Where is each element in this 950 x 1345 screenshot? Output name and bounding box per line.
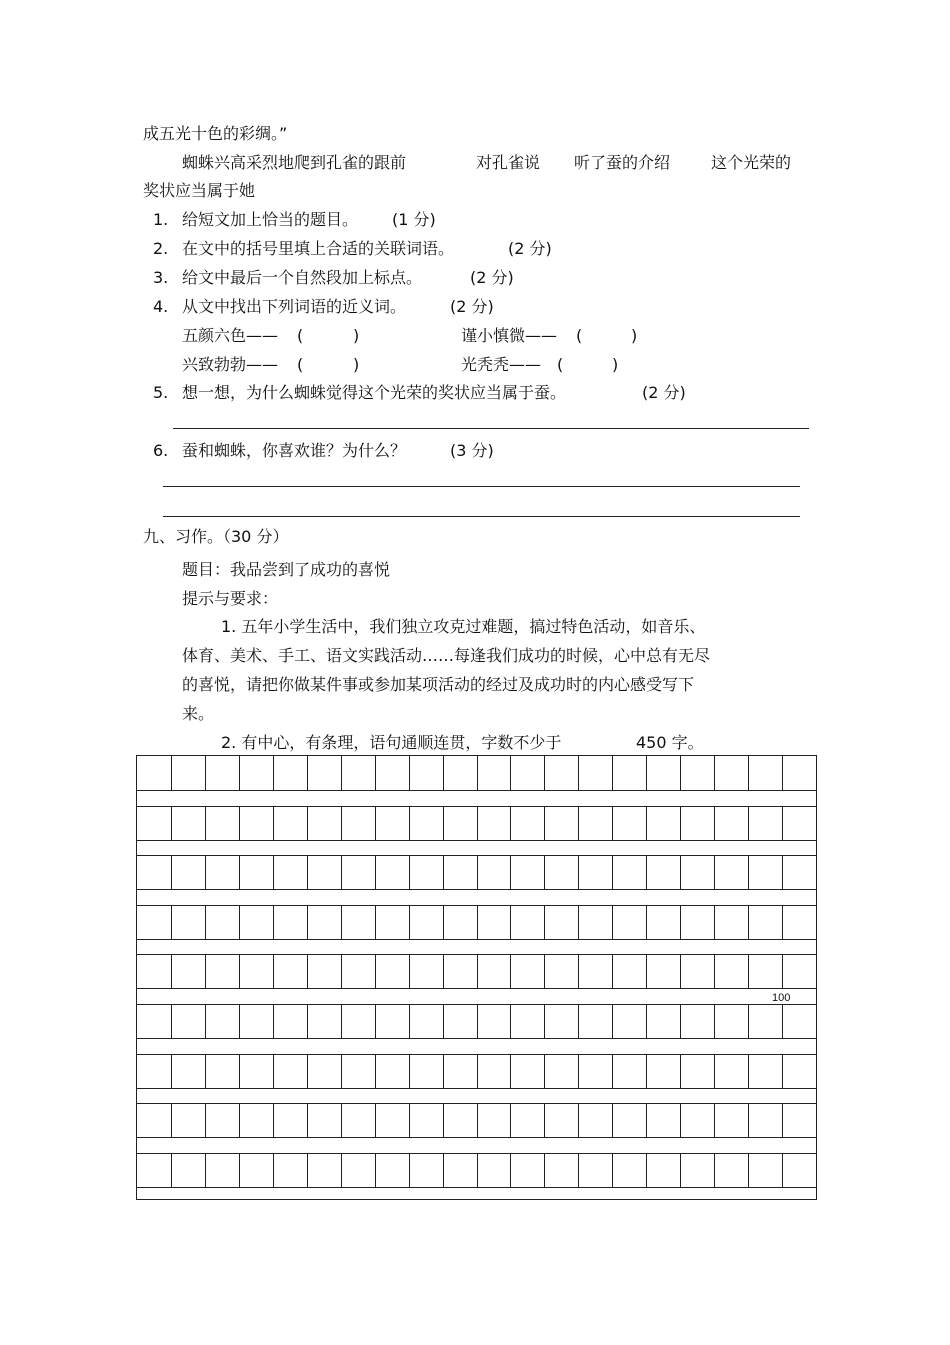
grid-cell-divider — [510, 954, 511, 988]
grid-cell-divider — [578, 756, 579, 790]
grid-cell-divider — [477, 1103, 478, 1137]
grid-cell-divider — [273, 1054, 274, 1088]
grid-cell-divider — [510, 1153, 511, 1187]
grid-cell-divider — [477, 1054, 478, 1088]
grid-cell-divider — [273, 1103, 274, 1137]
synonym-1-open: ( — [297, 326, 304, 345]
grid-cell-divider — [205, 855, 206, 889]
grid-cell-divider — [680, 1054, 681, 1088]
grid-cell-divider — [782, 1054, 783, 1088]
grid-cell-divider — [273, 954, 274, 988]
grid-cell-divider — [782, 1004, 783, 1038]
essay-hint-label: 提示与要求： — [182, 589, 279, 608]
question-6-score: (3 分) — [450, 441, 494, 460]
grid-cell-divider — [239, 954, 240, 988]
grid-cell-divider — [782, 756, 783, 790]
grid-cell-divider — [375, 1103, 376, 1137]
grid-cell-divider — [646, 806, 647, 840]
grid-cell-divider — [409, 1153, 410, 1187]
grid-cell-divider — [443, 806, 444, 840]
synonym-4-open: ( — [557, 355, 564, 374]
grid-cell-divider — [714, 756, 715, 790]
grid-cell-divider — [680, 1103, 681, 1137]
grid-cell-divider — [544, 855, 545, 889]
grid-cell-divider — [646, 954, 647, 988]
grid-cell-divider — [612, 1153, 613, 1187]
grid-cell-divider — [205, 1153, 206, 1187]
grid-cell-divider — [680, 905, 681, 939]
grid-cell-divider — [239, 905, 240, 939]
synonym-1-word: 五颜六色—— — [182, 326, 279, 345]
grid-cell-divider — [782, 806, 783, 840]
synonym-1-close: ) — [353, 326, 360, 345]
grid-row-bottom-line — [137, 1187, 816, 1188]
grid-row-bottom-line — [137, 840, 816, 841]
grid-cell-divider — [714, 855, 715, 889]
grid-cell-divider — [782, 855, 783, 889]
grid-cell-divider — [205, 1004, 206, 1038]
essay-requirement-1-line-3: 的喜悦，请把你做某件事或参加某项活动的经过及成功时的内心感受写下 — [182, 675, 695, 694]
grid-cell-divider — [443, 756, 444, 790]
grid-row-bottom-line — [137, 1137, 816, 1138]
grid-cell-divider — [748, 1103, 749, 1137]
grid-cell-divider — [680, 1004, 681, 1038]
question-2-score: (2 分) — [508, 239, 552, 258]
grid-cell-divider — [171, 954, 172, 988]
grid-cell-divider — [409, 1103, 410, 1137]
grid-cell-divider — [748, 954, 749, 988]
question-5-text: 想一想，为什么蜘蛛觉得这个光荣的奖状应当属于蚕。 — [182, 383, 567, 402]
grid-cell-divider — [341, 756, 342, 790]
grid-cell-divider — [578, 806, 579, 840]
grid-cell-divider — [477, 954, 478, 988]
grid-cell-divider — [748, 1054, 749, 1088]
grid-cell-divider — [443, 954, 444, 988]
grid-cell-divider — [782, 905, 783, 939]
grid-row-bottom-line — [137, 1088, 816, 1089]
essay-requirement-1-line-2: 体育、美术、手工、语文实践活动……每逢我们成功的时候，心中总有无尽 — [182, 646, 711, 665]
grid-cell-divider — [409, 954, 410, 988]
question-6-text: 蚕和蜘蛛，你喜欢谁？为什么？ — [182, 441, 407, 460]
grid-cell-divider — [510, 905, 511, 939]
synonym-3-word: 兴致勃勃—— — [182, 355, 279, 374]
grid-cell-divider — [205, 1103, 206, 1137]
grid-cell-divider — [375, 855, 376, 889]
question-1-score: (1 分) — [392, 210, 436, 229]
grid-cell-divider — [680, 1153, 681, 1187]
grid-cell-divider — [443, 1054, 444, 1088]
grid-cell-divider — [341, 806, 342, 840]
grid-cell-divider — [205, 954, 206, 988]
grid-cell-divider — [307, 756, 308, 790]
grid-cell-divider — [782, 1103, 783, 1137]
grid-cell-divider — [171, 855, 172, 889]
grid-cell-divider — [477, 1153, 478, 1187]
grid-cell-divider — [239, 756, 240, 790]
passage-line-2d: 这个光荣的 — [711, 153, 792, 172]
grid-cell-divider — [714, 806, 715, 840]
question-1-text: 给短文加上恰当的题目。 — [182, 210, 359, 229]
essay-requirement-1-line-1: 1. 五年小学生活中，我们独立攻克过难题，搞过特色活动，如音乐、 — [221, 617, 706, 636]
grid-cell-divider — [680, 855, 681, 889]
grid-cell-divider — [544, 806, 545, 840]
word-count-mark: 100 — [772, 992, 791, 1004]
grid-cell-divider — [375, 756, 376, 790]
grid-cell-divider — [748, 1004, 749, 1038]
grid-cell-divider — [646, 1103, 647, 1137]
grid-cell-divider — [273, 806, 274, 840]
grid-cell-divider — [375, 905, 376, 939]
grid-cell-divider — [307, 855, 308, 889]
grid-cell-divider — [714, 954, 715, 988]
grid-cell-divider — [443, 1004, 444, 1038]
grid-cell-divider — [443, 905, 444, 939]
grid-row-bottom-line — [137, 889, 816, 890]
grid-cell-divider — [341, 855, 342, 889]
grid-row-bottom-line — [137, 1038, 816, 1039]
grid-cell-divider — [680, 756, 681, 790]
grid-cell-divider — [273, 1004, 274, 1038]
grid-cell-divider — [239, 1054, 240, 1088]
grid-cell-divider — [409, 855, 410, 889]
grid-cell-divider — [748, 855, 749, 889]
grid-cell-divider — [612, 855, 613, 889]
grid-cell-divider — [477, 905, 478, 939]
grid-cell-divider — [477, 1004, 478, 1038]
grid-cell-divider — [477, 855, 478, 889]
grid-cell-divider — [171, 1153, 172, 1187]
synonym-2-close: ) — [631, 326, 638, 345]
grid-cell-divider — [477, 756, 478, 790]
passage-line-2c: 听了蚕的介绍 — [574, 153, 671, 172]
essay-requirement-2a: 2. 有中心，有条理，语句通顺连贯，字数不少于 — [221, 733, 562, 752]
essay-title: 题目：我品尝到了成功的喜悦 — [182, 560, 391, 579]
grid-cell-divider — [307, 1004, 308, 1038]
synonym-4-close: ) — [612, 355, 619, 374]
question-3-score: (2 分) — [470, 268, 514, 287]
grid-cell-divider — [307, 1054, 308, 1088]
grid-cell-divider — [307, 905, 308, 939]
grid-cell-divider — [714, 905, 715, 939]
passage-line-1: 成五光十色的彩绸。” — [143, 124, 288, 143]
grid-cell-divider — [714, 1054, 715, 1088]
grid-cell-divider — [782, 954, 783, 988]
grid-cell-divider — [239, 806, 240, 840]
question-4-text: 从文中找出下列词语的近义词。 — [182, 297, 407, 316]
grid-cell-divider — [578, 1103, 579, 1137]
grid-cell-divider — [205, 806, 206, 840]
passage-line-2a: 蜘蛛兴高采烈地爬到孔雀的跟前 — [182, 153, 407, 172]
grid-cell-divider — [612, 1004, 613, 1038]
grid-cell-divider — [544, 1103, 545, 1137]
synonym-2-word: 谨小慎微—— — [461, 326, 558, 345]
grid-cell-divider — [171, 1004, 172, 1038]
grid-cell-divider — [510, 855, 511, 889]
question-4-number: 4. — [153, 297, 169, 316]
grid-cell-divider — [612, 806, 613, 840]
grid-cell-divider — [443, 1103, 444, 1137]
essay-requirement-2b: 450 字。 — [636, 733, 704, 752]
grid-cell-divider — [205, 1054, 206, 1088]
grid-cell-divider — [239, 855, 240, 889]
question-3-text: 给文中最后一个自然段加上标点。 — [182, 268, 423, 287]
grid-cell-divider — [578, 1004, 579, 1038]
question-3-number: 3. — [153, 268, 169, 287]
grid-cell-divider — [307, 1103, 308, 1137]
grid-cell-divider — [544, 905, 545, 939]
grid-cell-divider — [510, 1004, 511, 1038]
grid-cell-divider — [341, 905, 342, 939]
grid-cell-divider — [375, 1054, 376, 1088]
grid-cell-divider — [375, 806, 376, 840]
grid-cell-divider — [307, 1153, 308, 1187]
question-1-number: 1. — [153, 210, 169, 229]
grid-cell-divider — [273, 1153, 274, 1187]
grid-cell-divider — [510, 806, 511, 840]
grid-cell-divider — [646, 1054, 647, 1088]
grid-cell-divider — [612, 905, 613, 939]
grid-cell-divider — [612, 1054, 613, 1088]
grid-cell-divider — [510, 756, 511, 790]
grid-cell-divider — [443, 855, 444, 889]
grid-cell-divider — [612, 1103, 613, 1137]
grid-cell-divider — [409, 1004, 410, 1038]
grid-cell-divider — [239, 1153, 240, 1187]
grid-cell-divider — [341, 1054, 342, 1088]
question-5-score: (2 分) — [642, 383, 686, 402]
grid-cell-divider — [205, 905, 206, 939]
grid-cell-divider — [409, 905, 410, 939]
question-5-number: 5. — [153, 383, 169, 402]
grid-cell-divider — [375, 1004, 376, 1038]
grid-cell-divider — [341, 1004, 342, 1038]
grid-cell-divider — [544, 1153, 545, 1187]
passage-line-2b: 对孔雀说 — [476, 153, 541, 172]
grid-cell-divider — [171, 806, 172, 840]
synonym-3-close: ) — [353, 355, 360, 374]
grid-cell-divider — [239, 1103, 240, 1137]
grid-cell-divider — [341, 954, 342, 988]
answer-line-q6-1[interactable] — [163, 486, 800, 487]
grid-cell-divider — [578, 1153, 579, 1187]
grid-cell-divider — [612, 954, 613, 988]
grid-cell-divider — [544, 954, 545, 988]
grid-cell-divider — [307, 954, 308, 988]
grid-cell-divider — [171, 756, 172, 790]
question-6-number: 6. — [153, 441, 169, 460]
grid-cell-divider — [171, 905, 172, 939]
grid-cell-divider — [748, 756, 749, 790]
question-2-number: 2. — [153, 239, 169, 258]
synonym-3-open: ( — [297, 355, 304, 374]
grid-cell-divider — [646, 1004, 647, 1038]
grid-cell-divider — [714, 1153, 715, 1187]
grid-cell-divider — [612, 756, 613, 790]
writing-grid[interactable] — [136, 755, 817, 1200]
answer-line-q6-2[interactable] — [163, 516, 800, 517]
essay-requirement-1-line-4: 来。 — [182, 704, 215, 723]
grid-cell-divider — [544, 1054, 545, 1088]
grid-cell-divider — [544, 1004, 545, 1038]
grid-cell-divider — [748, 905, 749, 939]
grid-cell-divider — [477, 806, 478, 840]
synonym-2-open: ( — [576, 326, 583, 345]
grid-cell-divider — [680, 806, 681, 840]
grid-cell-divider — [578, 855, 579, 889]
question-4-score: (2 分) — [450, 297, 494, 316]
grid-cell-divider — [748, 1153, 749, 1187]
grid-row-bottom-line — [137, 939, 816, 940]
grid-cell-divider — [646, 905, 647, 939]
grid-cell-divider — [409, 806, 410, 840]
grid-cell-divider — [171, 1103, 172, 1137]
grid-cell-divider — [273, 855, 274, 889]
passage-line-3: 奖状应当属于她 — [143, 181, 256, 200]
grid-cell-divider — [341, 1103, 342, 1137]
grid-cell-divider — [578, 905, 579, 939]
grid-cell-divider — [646, 756, 647, 790]
grid-cell-divider — [375, 1153, 376, 1187]
grid-cell-divider — [443, 1153, 444, 1187]
answer-line-q5[interactable] — [173, 428, 809, 429]
grid-cell-divider — [578, 954, 579, 988]
grid-cell-divider — [646, 855, 647, 889]
grid-cell-divider — [409, 756, 410, 790]
grid-cell-divider — [510, 1054, 511, 1088]
synonym-4-word: 光秃秃—— — [461, 355, 542, 374]
grid-cell-divider — [578, 1054, 579, 1088]
grid-cell-divider — [680, 954, 681, 988]
grid-cell-divider — [239, 1004, 240, 1038]
grid-row-bottom-line — [137, 988, 816, 989]
grid-cell-divider — [341, 1153, 342, 1187]
question-2-text: 在文中的括号里填上合适的关联词语。 — [182, 239, 455, 258]
grid-cell-divider — [510, 1103, 511, 1137]
grid-row-bottom-line — [137, 790, 816, 791]
grid-cell-divider — [714, 1004, 715, 1038]
grid-cell-divider — [307, 806, 308, 840]
grid-cell-divider — [646, 1153, 647, 1187]
grid-cell-divider — [273, 905, 274, 939]
grid-cell-divider — [748, 806, 749, 840]
grid-cell-divider — [409, 1054, 410, 1088]
grid-cell-divider — [205, 756, 206, 790]
essay-heading: 九、习作。（30 分） — [143, 527, 289, 546]
grid-cell-divider — [714, 1103, 715, 1137]
grid-cell-divider — [375, 954, 376, 988]
grid-cell-divider — [171, 1054, 172, 1088]
grid-cell-divider — [544, 756, 545, 790]
grid-cell-divider — [782, 1153, 783, 1187]
grid-cell-divider — [273, 756, 274, 790]
